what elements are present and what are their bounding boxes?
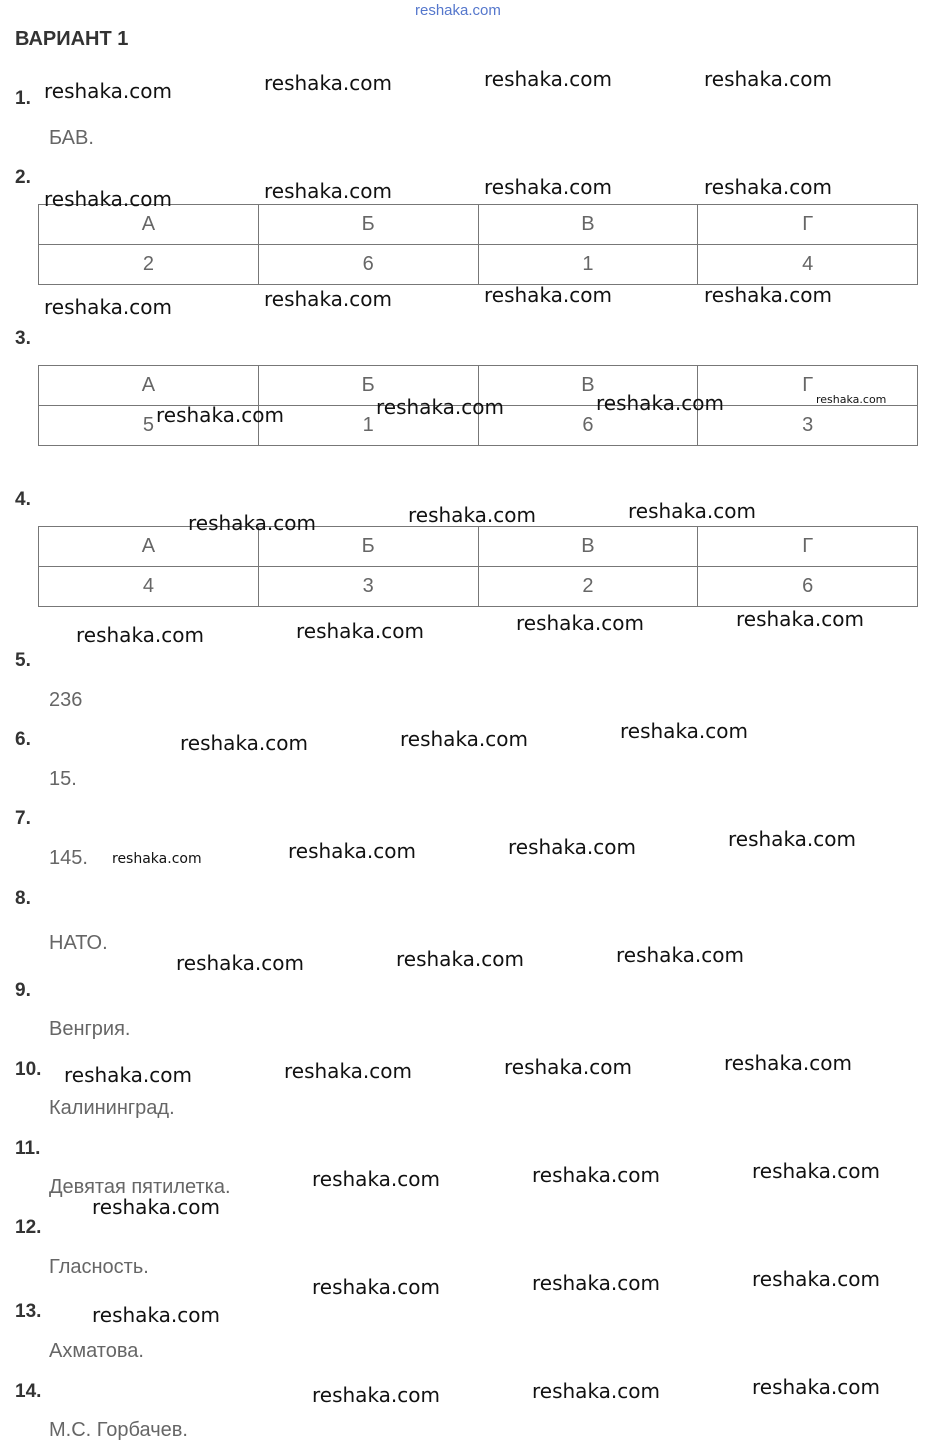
watermark: reshaka.com: [64, 1063, 192, 1087]
table-cell: А: [39, 205, 259, 245]
watermark: reshaka.com: [44, 295, 172, 319]
watermark: reshaka.com: [92, 1195, 220, 1219]
watermark: reshaka.com: [76, 623, 204, 647]
table-cell: Г: [698, 527, 918, 567]
watermark: reshaka.com: [752, 1159, 880, 1183]
watermark: reshaka.com: [508, 835, 636, 859]
answer-text: Ахматова.: [49, 1340, 144, 1362]
table-cell: Б: [258, 527, 478, 567]
watermark: reshaka.com: [516, 611, 644, 635]
watermark: reshaka.com: [704, 175, 832, 199]
table-cell: 4: [698, 245, 918, 285]
watermark: reshaka.com: [264, 287, 392, 311]
watermark: reshaka.com: [596, 391, 724, 415]
watermark: reshaka.com: [284, 1059, 412, 1083]
watermark: reshaka.com: [180, 731, 308, 755]
table-cell: 1: [478, 245, 698, 285]
watermark: reshaka.com: [628, 499, 756, 523]
table-row: [39, 567, 918, 607]
question-number: 7.: [15, 808, 31, 829]
watermark: reshaka.com: [112, 851, 202, 867]
table-header-row: [39, 527, 918, 567]
watermark: reshaka.com: [296, 619, 424, 643]
table-cell: 2: [478, 567, 698, 607]
watermark: reshaka.com: [92, 1303, 220, 1327]
watermark: reshaka.com: [156, 403, 284, 427]
table-cell: 2: [39, 245, 259, 285]
question-number: 13.: [15, 1301, 42, 1322]
table-cell: Б: [258, 205, 478, 245]
watermark: reshaka.com: [376, 395, 504, 419]
watermark: reshaka.com: [532, 1271, 660, 1295]
watermark: reshaka.com: [728, 827, 856, 851]
table-cell: Г: [698, 366, 918, 406]
table-cell: 6: [258, 245, 478, 285]
answer-text: Девятая пятилетка.: [49, 1176, 231, 1198]
question-number: 2.: [15, 167, 31, 188]
question-number: 1.: [15, 88, 31, 109]
answer-table: [38, 204, 918, 285]
answer-text: Калининград.: [49, 1097, 175, 1119]
watermark: reshaka.com: [312, 1167, 440, 1191]
table-cell: В: [478, 527, 698, 567]
question-number: 6.: [15, 729, 31, 750]
watermark: reshaka.com: [288, 839, 416, 863]
question-number: 8.: [15, 888, 31, 909]
answer-text: 15.: [49, 768, 77, 790]
table-cell: 6: [698, 567, 918, 607]
table-cell: 5: [39, 406, 259, 446]
watermark: reshaka.com: [408, 503, 536, 527]
watermark: reshaka.com: [400, 727, 528, 751]
watermark: reshaka.com: [176, 951, 304, 975]
watermark: reshaka.com: [724, 1051, 852, 1075]
question-number: 12.: [15, 1217, 42, 1238]
question-number: 4.: [15, 489, 31, 510]
watermark: reshaka.com: [532, 1163, 660, 1187]
watermark: reshaka.com: [616, 943, 744, 967]
answer-text: Венгрия.: [49, 1018, 131, 1040]
table-cell: 4: [39, 567, 259, 607]
answer-text: Гласность.: [49, 1256, 149, 1278]
watermark: reshaka.com: [704, 283, 832, 307]
answer-table: [38, 526, 918, 607]
watermark: reshaka.com: [312, 1275, 440, 1299]
watermark: reshaka.com: [264, 179, 392, 203]
watermark: reshaka.com: [396, 947, 524, 971]
watermark: reshaka.com: [484, 67, 612, 91]
watermark: reshaka.com: [752, 1267, 880, 1291]
watermark: reshaka.com: [312, 1383, 440, 1407]
watermark: reshaka.com: [484, 175, 612, 199]
table-cell: Г: [698, 205, 918, 245]
table-cell: В: [478, 366, 698, 406]
table-cell: Б: [258, 366, 478, 406]
watermark: reshaka.com: [504, 1055, 632, 1079]
table-row: [39, 245, 918, 285]
watermark: reshaka.com: [44, 187, 172, 211]
watermark: reshaka.com: [264, 71, 392, 95]
question-number: 14.: [15, 1381, 42, 1402]
question-number: 10.: [15, 1059, 42, 1080]
page-title: ВАРИАНТ 1: [15, 28, 129, 50]
question-number: 9.: [15, 980, 31, 1001]
watermark: reshaka.com: [44, 79, 172, 103]
table-cell: А: [39, 366, 259, 406]
table-cell: 1: [258, 406, 478, 446]
question-number: 3.: [15, 328, 31, 349]
watermark: reshaka.com: [484, 283, 612, 307]
watermark: reshaka.com: [752, 1375, 880, 1399]
question-number: 11.: [15, 1138, 41, 1159]
answer-text: 145.: [49, 847, 88, 869]
answer-text: НАТО.: [49, 932, 108, 954]
site-header-link[interactable]: reshaka.com: [415, 2, 501, 19]
table-cell: 3: [698, 406, 918, 446]
table-cell: А: [39, 527, 259, 567]
answer-text: 236: [49, 689, 83, 711]
table-cell: В: [478, 205, 698, 245]
watermark: reshaka.com: [532, 1379, 660, 1403]
watermark: reshaka.com: [188, 511, 316, 535]
answer-text: М.С. Горбачев.: [49, 1419, 188, 1441]
question-number: 5.: [15, 650, 31, 671]
table-cell: 6: [478, 406, 698, 446]
answer-text: БАВ.: [49, 127, 94, 149]
watermark: reshaka.com: [816, 393, 887, 406]
watermark: reshaka.com: [736, 607, 864, 631]
table-cell: 3: [258, 567, 478, 607]
watermark: reshaka.com: [620, 719, 748, 743]
watermark: reshaka.com: [704, 67, 832, 91]
